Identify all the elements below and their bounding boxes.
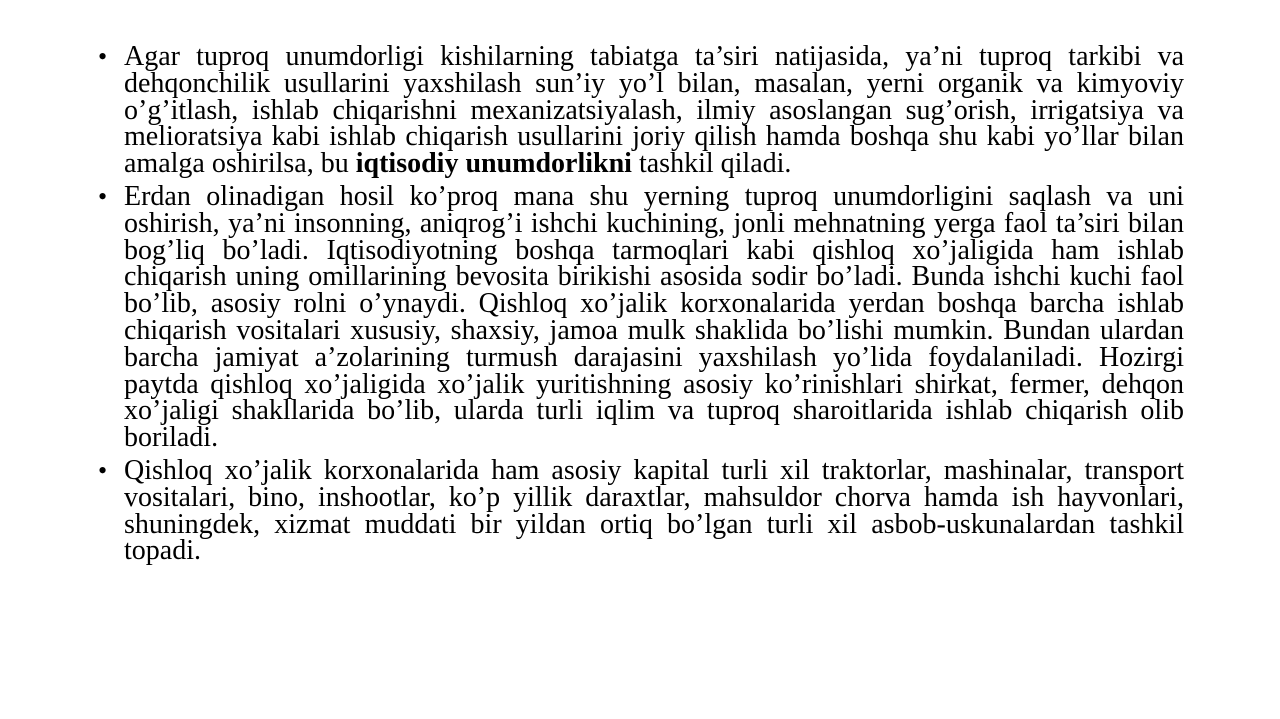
list-item-economic-fertility	[98, 41, 1184, 180]
paragraph-text: Qishloq xo’jalik korxonalarida ham asosiy kapital turli xil traktorlar, mashinalar, transport vositalari, bino, inshootlar, ko’p yillik daraxtlar, mahsuldor chorva hamda ish hayvonlari, shuningdek, xizmat muddati bir yildan ortiq bo’lgan turli xil asbob-uskunalardan tashkil topadi.	[124, 454, 1184, 567]
list-item-capital	[98, 454, 1184, 567]
bullet-icon: •	[98, 42, 108, 71]
bullet-icon: •	[98, 455, 108, 485]
bullet-icon: •	[98, 181, 108, 211]
paragraph-text: Erdan olinadigan hosil ko’proq mana shu yerning tuproq unumdorligini saqlash va uni oshirish, ya’ni insonning, aniqrog’i ishchi kuchining, jonli mehnatning yerga faol ta’siri bilan bog’liq bo’ladi. Iqtisodiyotning boshqa tarmoqlari kabi qishloq xo’jaligida ham ishlab chiqarish uning omillarining bevosita birikishi asosida sodir bo’ladi. Bunda ishchi kuchi faol bo’lib, asosiy rolni o’ynaydi. Qishloq xo’jalik korxonalarida yerdan boshqa barcha ishlab chiqarish vositalari xususiy, shaxsiy, jamoa mulk shaklida bo’lishi mumkin. Bundan ulardan barcha jamiyat a’zolarining turmush darajasini yaxshilash yo’lida foydalaniladi. Hozirgi paytda qishloq xo’jaligida xo’jalik yuritishning asosiy ko’rinishlari shirkat, fermer, dehqon xo’jaligi shakllarida bo’lib, ularda turli iqlim va tuproq sharoitlarida ishlab chiqarish olib boriladi.	[124, 180, 1184, 454]
bullet-list	[98, 41, 1184, 567]
bold-term: iqtisodiy unumdorlikni	[355, 148, 632, 180]
paragraph-text-end: tashkil qiladi.	[631, 148, 792, 180]
paragraph-text: Agar tuproq unumdorligi kishilarning tabiatga ta’siri natijasida, ya’ni tuproq tarkibi va dehqonchilik usullarini yaxshilash sun’iy yo’l bilan, masalan, yerni organik va kimyoviy o’g’itlash, ishlab chiqarishni mexanizatsiyalash, ilmiy asoslangan sug’orish, irrigatsiya va melioratsiya kabi ishlab chiqarish usullarini joriy qilish hamda boshqa shu kabi yo’llar bilan amalga oshirilsa, bu	[124, 41, 1184, 180]
list-item-soil-yield	[98, 180, 1184, 454]
